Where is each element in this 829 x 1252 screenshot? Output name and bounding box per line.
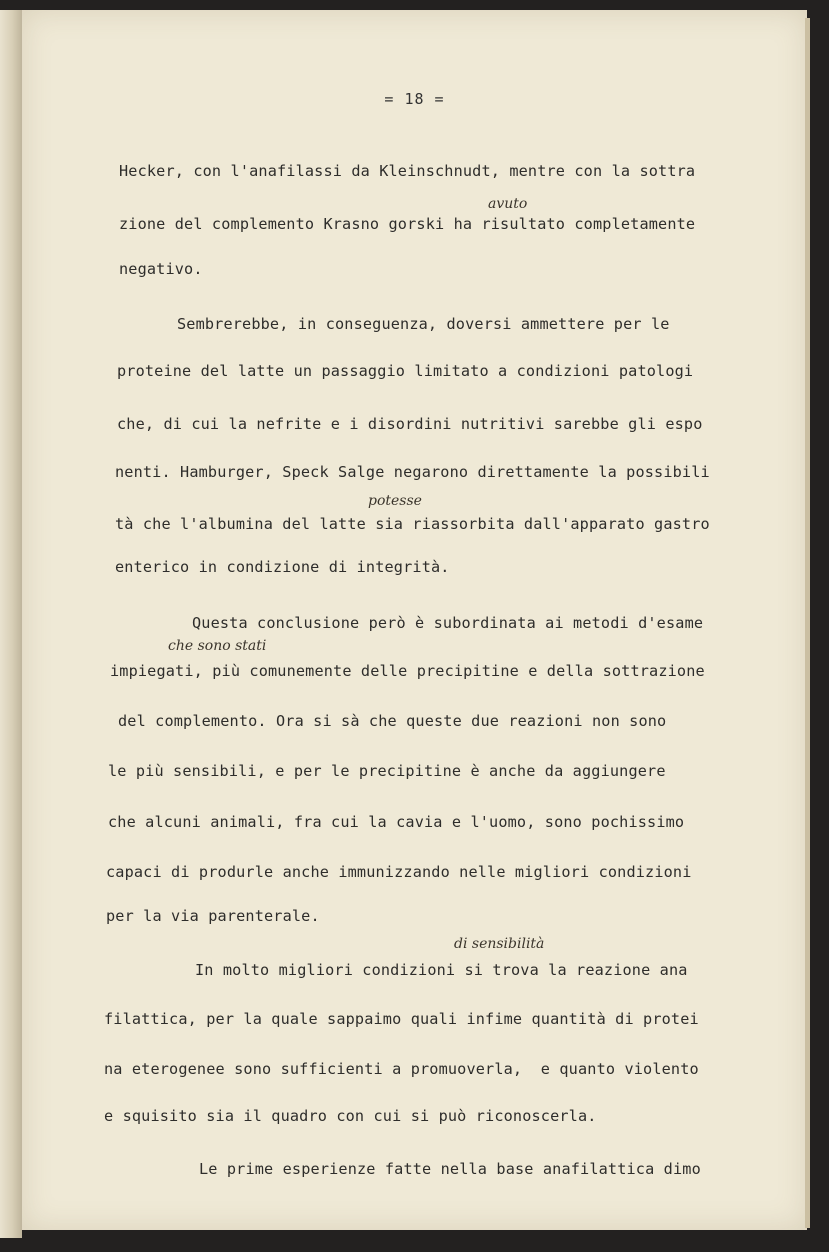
handwritten-annotation-avuto: avuto bbox=[488, 196, 528, 212]
text-line: enterico in condizione di integrità. bbox=[115, 558, 450, 576]
text-line: che, di cui la nefrite e i disordini nutritivi sarebbe gli espo bbox=[117, 415, 703, 433]
text-line: e squisito sia il quadro con cui si può riconoscerla. bbox=[104, 1107, 597, 1125]
text-line: proteine del latte un passaggio limitato a condizioni patologi bbox=[117, 362, 694, 380]
text-line: le più sensibili, e per le precipitine è anche da aggiungere bbox=[108, 762, 666, 780]
handwritten-annotation-che-sono-stati: che sono stati bbox=[168, 638, 267, 654]
handwritten-annotation-potesse: potesse bbox=[368, 493, 422, 509]
previous-page-edge bbox=[0, 10, 22, 1238]
document-page bbox=[22, 10, 807, 1230]
text-line: In molto migliori condizioni si trova la reazione ana bbox=[195, 961, 688, 979]
text-line: na eterogenee sono sufficienti a promuoverla, e quanto violento bbox=[104, 1060, 699, 1078]
text-line: Sembrerebbe, in conseguenza, doversi ammettere per le bbox=[177, 315, 670, 333]
text-line: filattica, per la quale sappaimo quali infime quantità di protei bbox=[104, 1010, 699, 1028]
page-right-edge bbox=[805, 18, 810, 1228]
text-line: Le prime esperienze fatte nella base anafilattica dimo bbox=[199, 1160, 701, 1178]
text-line: per la via parenterale. bbox=[106, 907, 320, 925]
text-line: del complemento. Ora si sà che queste due reazioni non sono bbox=[118, 712, 667, 730]
page-number: = 18 = bbox=[384, 90, 445, 108]
handwritten-annotation-di-sensibilita: di sensibilità bbox=[454, 936, 545, 952]
text-line: tà che l'albumina del latte sia riassorbita dall'apparato gastro bbox=[115, 515, 710, 533]
text-line: nenti. Hamburger, Speck Salge negarono direttamente la possibili bbox=[115, 463, 710, 481]
text-line: impiegati, più comunemente delle precipitine e della sottrazione bbox=[110, 662, 705, 680]
text-line: negativo. bbox=[119, 260, 203, 278]
text-line: Hecker, con l'anafilassi da Kleinschnudt, mentre con la sottra bbox=[119, 162, 696, 180]
text-line: zione del complemento Krasno gorski ha risultato completamente bbox=[119, 215, 696, 233]
text-line: capaci di produrle anche immunizzando nelle migliori condizioni bbox=[106, 863, 692, 881]
text-line: Questa conclusione però è subordinata ai metodi d'esame bbox=[192, 614, 704, 632]
text-line: che alcuni animali, fra cui la cavia e l'uomo, sono pochissimo bbox=[108, 813, 685, 831]
